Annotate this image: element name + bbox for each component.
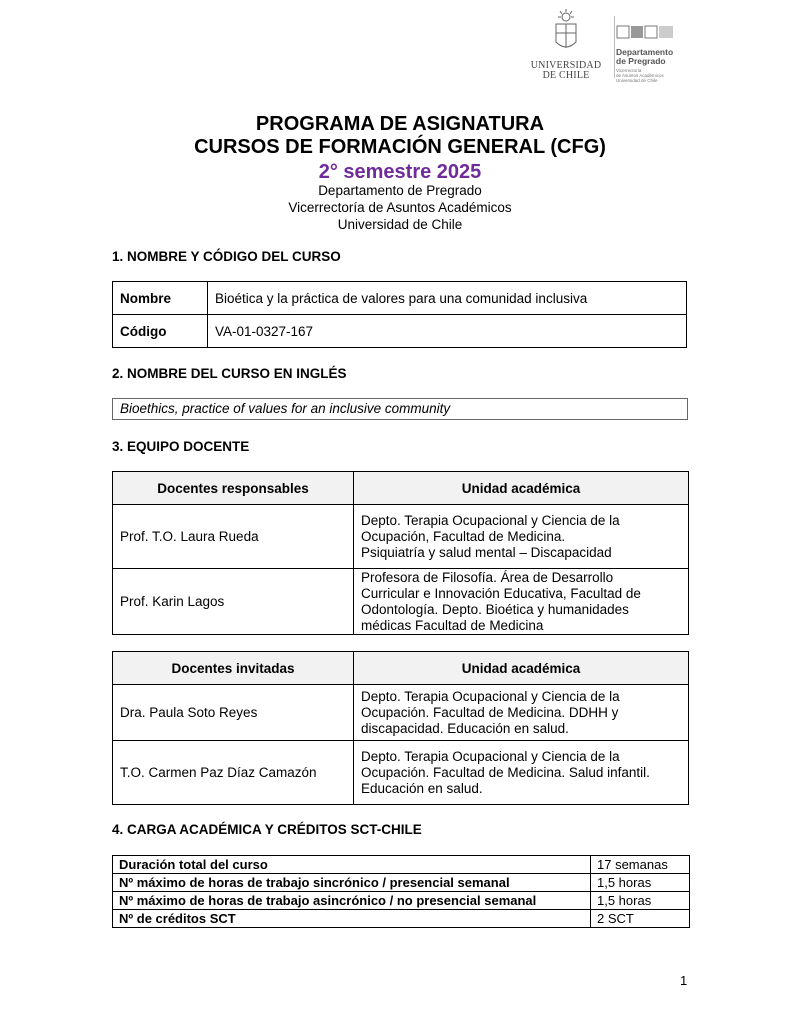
- load-value: 1,5 horas: [591, 874, 690, 892]
- course-code-value: VA-01-0327-167: [208, 315, 687, 348]
- load-label: Duración total del curso: [113, 856, 591, 874]
- section-3-heading: 3. EQUIPO DOCENTE: [112, 439, 250, 454]
- department-logo-subtitle-3: Universidad de Chile: [616, 78, 658, 83]
- teacher-name: Prof. T.O. Laura Rueda: [113, 505, 354, 569]
- unit-line: Odontología. Depto. Bioética y humanidades: [361, 601, 629, 617]
- table-row: [113, 505, 689, 569]
- load-value: 17 semanas: [591, 856, 690, 874]
- department-logo-title-2: de Pregrado: [616, 56, 666, 66]
- column-header-teachers: Docentes responsables: [113, 472, 354, 505]
- semester-label: 2° semestre 2025: [318, 161, 482, 183]
- guest-teachers-table: [112, 651, 689, 805]
- university-line: Universidad de Chile: [337, 217, 463, 232]
- unit-line: Curricular e Innovación Educativa, Facultad de: [361, 585, 641, 601]
- table-row: [113, 892, 690, 910]
- unit-line: Ocupación. Facultad de Medicina. Salud infantil.: [361, 764, 650, 780]
- responsible-teachers-table: [112, 471, 689, 635]
- teacher-name: Prof. Karin Lagos: [113, 569, 354, 635]
- university-name-line2: DE CHILE: [542, 70, 590, 81]
- course-name-value: Bioética y la práctica de valores para una comunidad inclusiva: [208, 282, 687, 315]
- table-row: [113, 569, 689, 635]
- section-4-heading: 4. CARGA ACADÉMICA Y CRÉDITOS SCT-CHILE: [112, 822, 422, 837]
- guest-unit: [354, 741, 689, 805]
- page-number: 1: [680, 973, 688, 988]
- load-label: Nº máximo de horas de trabajo sincrónico / presencial semanal: [113, 874, 591, 892]
- department-line: Departamento de Pregrado: [318, 183, 482, 198]
- teacher-unit: [354, 505, 689, 569]
- departamento-pregrado-logo: [616, 25, 696, 83]
- document-subtitle: CURSOS DE FORMACIÓN GENERAL (CFG): [194, 136, 606, 158]
- unit-line: Depto. Terapia Ocupacional y Ciencia de la: [361, 748, 620, 764]
- column-header-guests: Docentes invitadas: [113, 652, 354, 685]
- table-row: [113, 856, 690, 874]
- section-1-heading: 1. NOMBRE Y CÓDIGO DEL CURSO: [112, 249, 341, 264]
- section-2-heading: 2. NOMBRE DEL CURSO EN INGLÉS: [112, 366, 347, 381]
- table-row: [113, 685, 689, 741]
- unit-line: Profesora de Filosofía. Área de Desarrollo: [361, 569, 614, 585]
- department-logo-subtitle-2: de Asuntos Académicos: [616, 73, 664, 78]
- unit-line: Ocupación. Facultad de Medicina. DDHH y: [361, 704, 619, 720]
- load-value: 1,5 horas: [591, 892, 690, 910]
- university-name-line1: UNIVERSIDAD: [530, 60, 602, 71]
- pregrado-squares-icon: [616, 25, 676, 41]
- table-row: [113, 315, 687, 348]
- document-title: PROGRAMA DE ASIGNATURA: [255, 113, 545, 135]
- column-header-unit: Unidad académica: [354, 652, 689, 685]
- unit-line: Educación en salud.: [361, 780, 483, 796]
- course-name-label: Nombre: [113, 282, 208, 315]
- load-value: 2 SCT: [591, 910, 690, 928]
- guest-name: T.O. Carmen Paz Díaz Camazón: [113, 741, 354, 805]
- unit-line: Psiquiatría y salud mental – Discapacidad: [361, 544, 612, 560]
- table-row: [113, 874, 690, 892]
- column-header-unit: Unidad académica: [354, 472, 689, 505]
- unit-line: médicas Facultad de Medicina: [361, 617, 544, 633]
- unit-line: Depto. Terapia Ocupacional y Ciencia de la: [361, 688, 620, 704]
- guest-unit: [354, 685, 689, 741]
- guest-name: Dra. Paula Soto Reyes: [113, 685, 354, 741]
- universidad-de-chile-logo: [528, 8, 604, 81]
- university-crest-icon: [546, 8, 586, 56]
- unit-line: Ocupación, Facultad de Medicina.: [361, 528, 566, 544]
- table-header-row: [113, 652, 689, 685]
- logo-divider: [614, 16, 615, 78]
- table-row: [113, 741, 689, 805]
- academic-load-table: [112, 855, 690, 928]
- load-label: Nº de créditos SCT: [113, 910, 591, 928]
- department-logo-title-1: Departamento: [616, 47, 674, 57]
- unit-line: Depto. Terapia Ocupacional y Ciencia de la: [361, 512, 620, 528]
- course-name-code-table: [112, 281, 687, 348]
- department-logo-subtitle-1: Vicerrectoría: [616, 68, 642, 73]
- vicerrectoria-line: Vicerrectoría de Asuntos Académicos: [288, 200, 512, 215]
- table-row: [113, 910, 690, 928]
- table-row: [113, 282, 687, 315]
- table-header-row: [113, 472, 689, 505]
- load-label: Nº máximo de horas de trabajo asincrónico / no presencial semanal: [113, 892, 591, 910]
- unit-line: discapacidad. Educación en salud.: [361, 720, 569, 736]
- course-code-label: Código: [113, 315, 208, 348]
- english-course-name: Bioethics, practice of values for an inclusive community: [112, 398, 688, 420]
- teacher-unit: [354, 569, 689, 635]
